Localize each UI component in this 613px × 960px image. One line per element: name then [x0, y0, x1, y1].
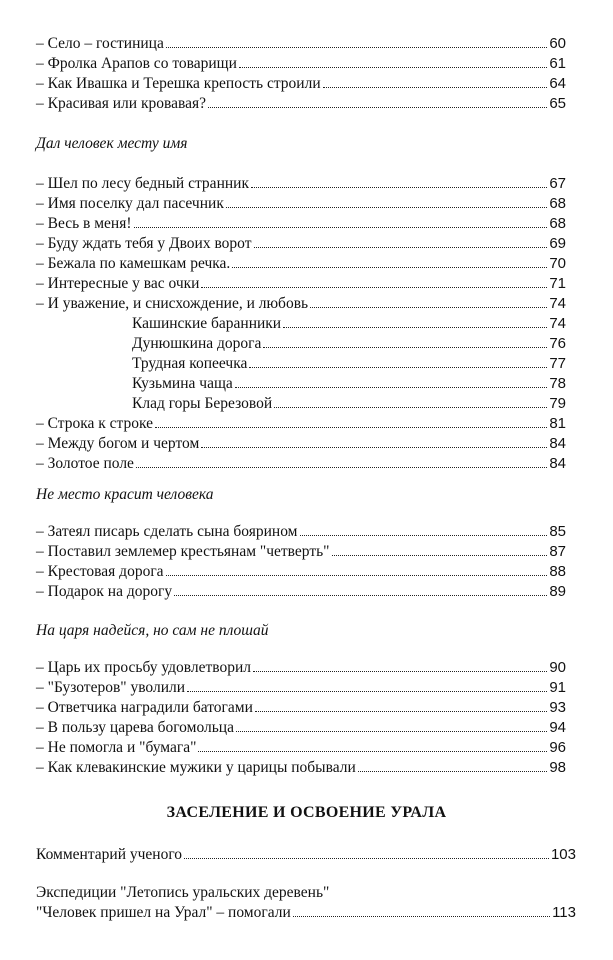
toc-subentry — [132, 395, 566, 413]
toc-entry-title: – Буду ждать тебя у Двоих ворот — [36, 235, 252, 252]
toc-entry-page: 94 — [549, 719, 566, 736]
toc-entry-title: Комментарий ученого — [36, 846, 183, 863]
leader-dots — [136, 467, 547, 468]
toc-entry-page: 98 — [549, 759, 566, 776]
leader-dots — [293, 916, 550, 917]
toc-subentry — [132, 355, 566, 373]
toc-entry — [36, 295, 566, 313]
leader-dots — [254, 247, 548, 248]
toc-entry — [36, 523, 566, 541]
toc-entry — [36, 415, 566, 433]
toc-entry-title: Трудная копеечка — [132, 355, 248, 372]
toc-entry-title: – Фролка Арапов со товарищи — [36, 55, 237, 72]
leader-dots — [208, 107, 547, 108]
leader-dots — [332, 555, 548, 556]
toc-entry-page: 71 — [549, 275, 566, 292]
toc-entry-page: 76 — [549, 335, 566, 352]
section-heading: Не место красит человека — [36, 486, 214, 503]
toc-entry-page: 68 — [549, 215, 566, 232]
toc-subentry — [132, 315, 566, 333]
toc-entry-page: 113 — [552, 904, 576, 921]
toc-entry-title: – Красивая или кровавая? — [36, 95, 206, 112]
toc-entry-page: 61 — [549, 55, 566, 72]
toc-entry — [36, 699, 566, 717]
toc-entry-page: 78 — [549, 375, 566, 392]
toc-entry-page: 103 — [550, 846, 576, 863]
leader-dots — [236, 731, 547, 732]
toc-entry-title: – Село – гостиница — [36, 35, 164, 52]
toc-entry — [36, 75, 566, 93]
toc-entry-page: 74 — [549, 295, 566, 312]
toc-entry — [36, 35, 566, 53]
leader-dots — [201, 447, 547, 448]
toc-entry-page: 81 — [549, 415, 566, 432]
toc-entry-title: – И уважение, и снисхождение, и любовь — [36, 295, 309, 312]
toc-entry-page: 87 — [549, 543, 566, 560]
leader-dots — [226, 207, 547, 208]
leader-dots — [239, 67, 547, 68]
toc-entry — [36, 455, 566, 473]
leader-dots — [358, 771, 548, 772]
part-title: ЗАСЕЛЕНИЕ И ОСВОЕНИЕ УРАЛА — [166, 804, 447, 821]
leader-dots — [251, 187, 547, 188]
section-heading: На царя надейся, но сам не плошай — [36, 622, 269, 639]
leader-dots — [235, 387, 548, 388]
section-heading: Дал человек месту имя — [36, 135, 188, 152]
leader-dots — [232, 267, 547, 268]
leader-dots — [184, 858, 549, 859]
toc-entry-title: – "Бузотеров" уволили — [36, 679, 186, 696]
toc-entry-title: Дунюшкина дорога — [132, 335, 262, 352]
leader-dots — [174, 595, 547, 596]
toc-entry-page: 70 — [549, 255, 566, 272]
toc-entry — [36, 235, 566, 253]
toc-entry-page: 65 — [549, 95, 566, 112]
toc-entry-page: 84 — [549, 435, 566, 452]
toc-entry-page: 88 — [549, 563, 566, 580]
toc-entry-title: – Бежала по камешкам речка. — [36, 255, 231, 272]
toc-entry — [36, 255, 566, 273]
toc-subentry — [132, 335, 566, 353]
toc-entry — [36, 95, 566, 113]
toc-entry-page: 91 — [549, 679, 566, 696]
toc-entry — [36, 719, 566, 737]
toc-entry-title-line2: "Человек пришел на Урал" – помогали — [36, 904, 291, 921]
toc-entry-title: – Шел по лесу бедный странник — [36, 175, 249, 192]
leader-dots — [134, 227, 548, 228]
toc-entry — [36, 215, 566, 233]
toc-entry — [36, 55, 566, 73]
leader-dots — [263, 347, 547, 348]
leader-dots — [255, 711, 547, 712]
toc-entry-title: Кашинские баранники — [132, 315, 282, 332]
leader-dots — [253, 671, 547, 672]
leader-dots — [300, 535, 548, 536]
toc-entry-title: – Между богом и чертом — [36, 435, 200, 452]
toc-entry-title: – Царь их просьбу удовлетворил — [36, 659, 252, 676]
leader-dots — [187, 691, 547, 692]
toc-entry — [36, 195, 566, 213]
leader-dots — [155, 427, 547, 428]
toc-entry-title: – Строка к строке — [36, 415, 154, 432]
leader-dots — [310, 307, 547, 308]
toc-entry-title: – Крестовая дорога — [36, 563, 164, 580]
toc-entry-title: – Подарок на дорогу — [36, 583, 173, 600]
leader-dots — [274, 407, 547, 408]
leader-dots — [198, 751, 547, 752]
toc-entry-title: – Как Ивашка и Терешка крепость строили — [36, 75, 321, 92]
toc-entry-page: 79 — [549, 395, 566, 412]
toc-entry-page: 64 — [549, 75, 566, 92]
toc-entry-page: 84 — [549, 455, 566, 472]
toc-entry-page: 96 — [549, 739, 566, 756]
toc-subentry — [132, 375, 566, 393]
toc-entry-title: – В пользу царева богомольца — [36, 719, 234, 736]
toc-entry — [36, 759, 566, 777]
toc-entry-page: 67 — [549, 175, 566, 192]
toc-entry — [36, 543, 566, 561]
leader-dots — [323, 87, 548, 88]
toc-entry-title: Кузьмина чаща — [132, 375, 233, 392]
toc-entry — [36, 739, 566, 757]
toc-entry — [36, 904, 576, 922]
toc-entry-title: – Не помогла и "бумага" — [36, 739, 197, 756]
leader-dots — [166, 575, 548, 576]
toc-entry-title: – Интересные у вас очки — [36, 275, 200, 292]
leader-dots — [201, 287, 547, 288]
toc-entry-page: 93 — [549, 699, 566, 716]
toc-entry-title: – Затеял писарь сделать сына боярином — [36, 523, 298, 540]
toc-entry-page: 90 — [549, 659, 566, 676]
toc-entry-title: – Весь в меня! — [36, 215, 132, 232]
leader-dots — [166, 47, 547, 48]
toc-entry-title-line1: Экспедиции "Летопись уральских деревень" — [36, 884, 330, 901]
toc-entry — [36, 435, 566, 453]
leader-dots — [249, 367, 547, 368]
toc-entry-page: 89 — [549, 583, 566, 600]
toc-entry — [36, 175, 566, 193]
toc-entry — [36, 583, 566, 601]
toc-entry-title: Клад горы Березовой — [132, 395, 273, 412]
toc-entry-page: 60 — [549, 35, 566, 52]
toc-entry-page: 77 — [549, 355, 566, 372]
toc-entry — [36, 275, 566, 293]
toc-entry-title: – Поставил землемер крестьянам "четверть" — [36, 543, 330, 560]
toc-entry-title: – Золотое поле — [36, 455, 134, 472]
toc-entry — [36, 563, 566, 581]
toc-entry-title: – Ответчика наградили батогами — [36, 699, 253, 716]
toc-entry-page: 68 — [549, 195, 566, 212]
toc-entry-title: – Имя поселку дал пасечник — [36, 195, 224, 212]
toc-entry-page: 74 — [549, 315, 566, 332]
leader-dots — [283, 327, 547, 328]
toc-entry — [36, 846, 576, 864]
toc-entry — [36, 679, 566, 697]
toc-entry — [36, 659, 566, 677]
toc-entry-title: – Как клевакинские мужики у царицы побывали — [36, 759, 356, 776]
toc-entry-page: 85 — [549, 523, 566, 540]
toc-entry-page: 69 — [549, 235, 566, 252]
